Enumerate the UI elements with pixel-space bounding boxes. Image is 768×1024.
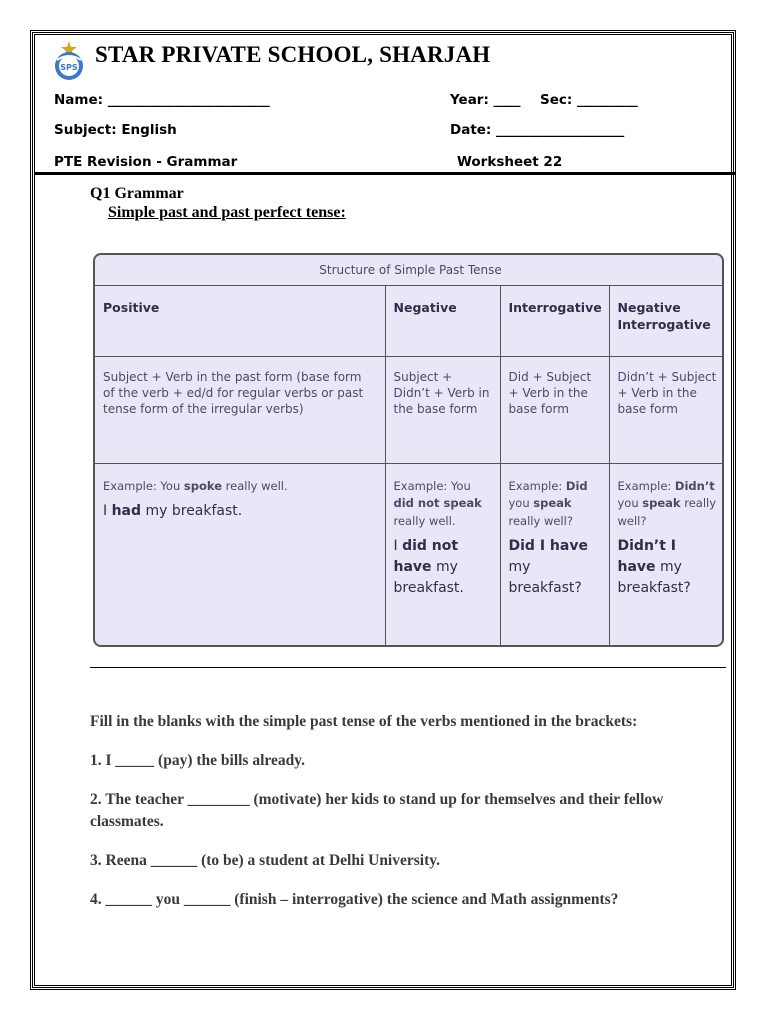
worksheet-label: Worksheet 22 [457,154,563,170]
section-divider [90,667,726,668]
header-negative-interrogative: Negative Interrogative [609,286,724,357]
example-interrogative: Example: Did you speak really well? Did I have my breakfast? [500,464,609,646]
header-negative: Negative [385,286,500,357]
logo-text: SPS [60,63,78,72]
name-field-label: Name: ________________________ [54,92,270,108]
structure-interrogative: Did + Subject + Verb in the base form [500,357,609,464]
question-subtitle: Simple past and past perfect tense: [108,204,346,221]
example-negative-interrogative: Example: Didn’t you speak really well? Didn’t I have my breakfast? [609,464,724,646]
structure-negative-interrogative: Didn’t + Subject + Verb in the base form [609,357,724,464]
exercise-item-1: 1. I _____ (pay) the bills already. [90,752,306,769]
structure-negative: Subject + Didn’t + Verb in the base form [385,357,500,464]
year-field-label: Year: ____ [450,92,521,108]
structure-positive: Subject + Verb in the past form (base form of the verb + ed/d for regular verbs or past tense form of the irregular verbs) [95,357,385,464]
header-positive: Positive [95,286,385,357]
date-field-label: Date: ___________________ [450,122,625,138]
exercise-item-4: 4. ______ you ______ (finish – interrogative) the science and Math assignments? [90,891,619,908]
pte-revision-label: PTE Revision - Grammar [54,154,238,170]
exercise-item-3: 3. Reena ______ (to be) a student at Delhi University. [90,852,441,869]
header-interrogative: Interrogative [500,286,609,357]
exercise-item-2: 2. The teacher ________ (motivate) her kids to stand up for themselves and their fellow classmates. [90,791,664,830]
tense-structure-table [93,253,724,647]
subject-label: Subject: English [54,122,177,138]
school-name: STAR PRIVATE SCHOOL, SHARJAH [95,42,491,67]
question-title: Q1 Grammar [90,185,184,202]
example-negative: Example: You did not speak really well. I did not have my breakfast. [385,464,500,646]
example-positive: Example: You spoke really well. I had my breakfast. [95,464,385,646]
section-field-label: Sec: _________ [540,92,638,108]
school-logo-icon [47,38,91,82]
header-divider [34,172,736,175]
exercise-instruction: Fill in the blanks with the simple past tense of the verbs mentioned in the brackets: [90,713,638,730]
table-caption: Structure of Simple Past Tense [95,255,724,286]
